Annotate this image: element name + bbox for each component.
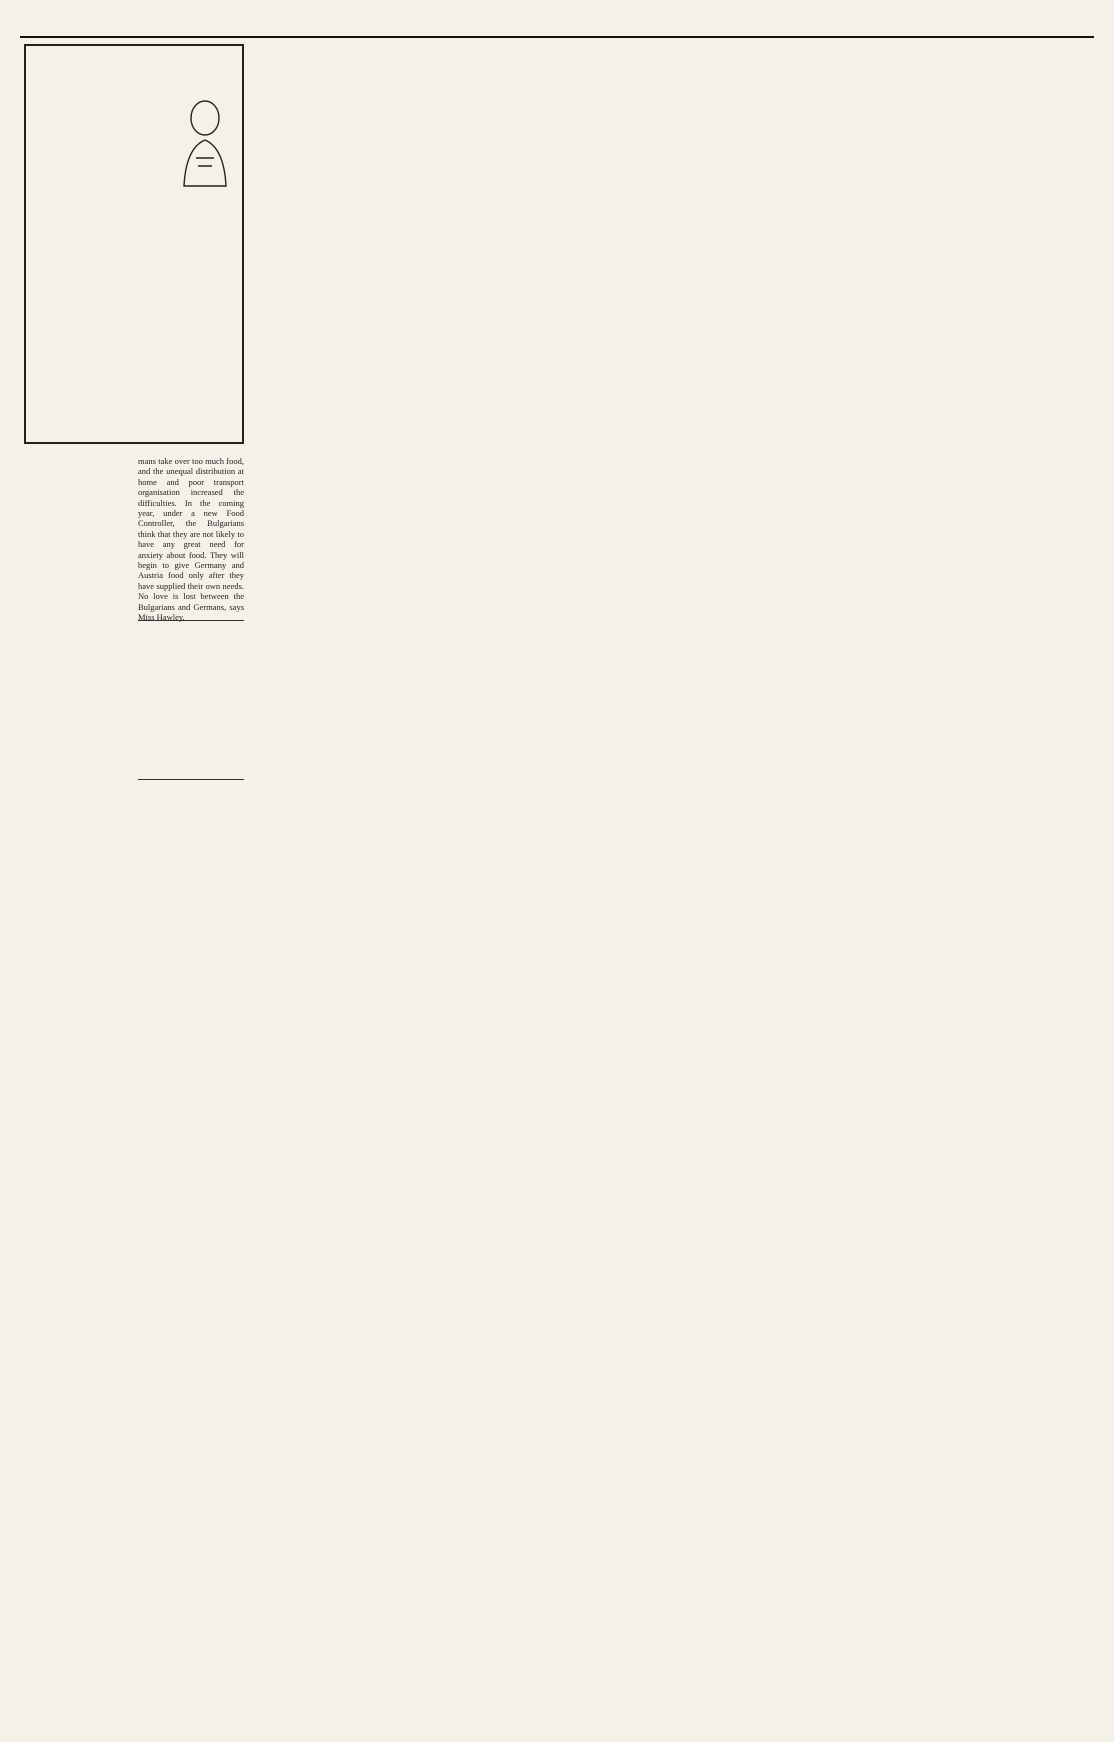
iron-jelloids-ad xyxy=(24,44,244,444)
ent-text-2 xyxy=(254,322,470,442)
ent-text-4 xyxy=(254,540,470,650)
court-text xyxy=(478,48,694,608)
ent-text-1 xyxy=(254,48,470,318)
masthead xyxy=(20,6,1094,38)
nelson-portrait-image xyxy=(176,88,234,188)
column-1 xyxy=(24,44,244,1734)
hair-advert-text xyxy=(138,784,244,984)
nurse-text-cont: mans take over too much food, and the unequal distribution at home and poor transport organisation increased the difficulties. In the coming year, under a new Food Controller, the Bulgarians think that they are not likely to have any great need for anxiety about food. They will begin to give Germany and Austria food only after they have supplied their own needs. No love is lost between the Bulgarians and Germans, says Miss Hawley. xyxy=(138,456,244,623)
ent-text-3 xyxy=(254,446,470,536)
nurse-article xyxy=(24,452,130,996)
ballot-text xyxy=(138,625,244,775)
civil-text xyxy=(478,612,694,912)
ballot-column xyxy=(138,452,244,996)
column-2 xyxy=(254,44,470,1054)
nurse-article-wrap xyxy=(24,452,244,996)
nurse-text xyxy=(24,456,130,996)
ent-text-5 xyxy=(254,654,470,804)
column-3 xyxy=(478,44,694,1084)
